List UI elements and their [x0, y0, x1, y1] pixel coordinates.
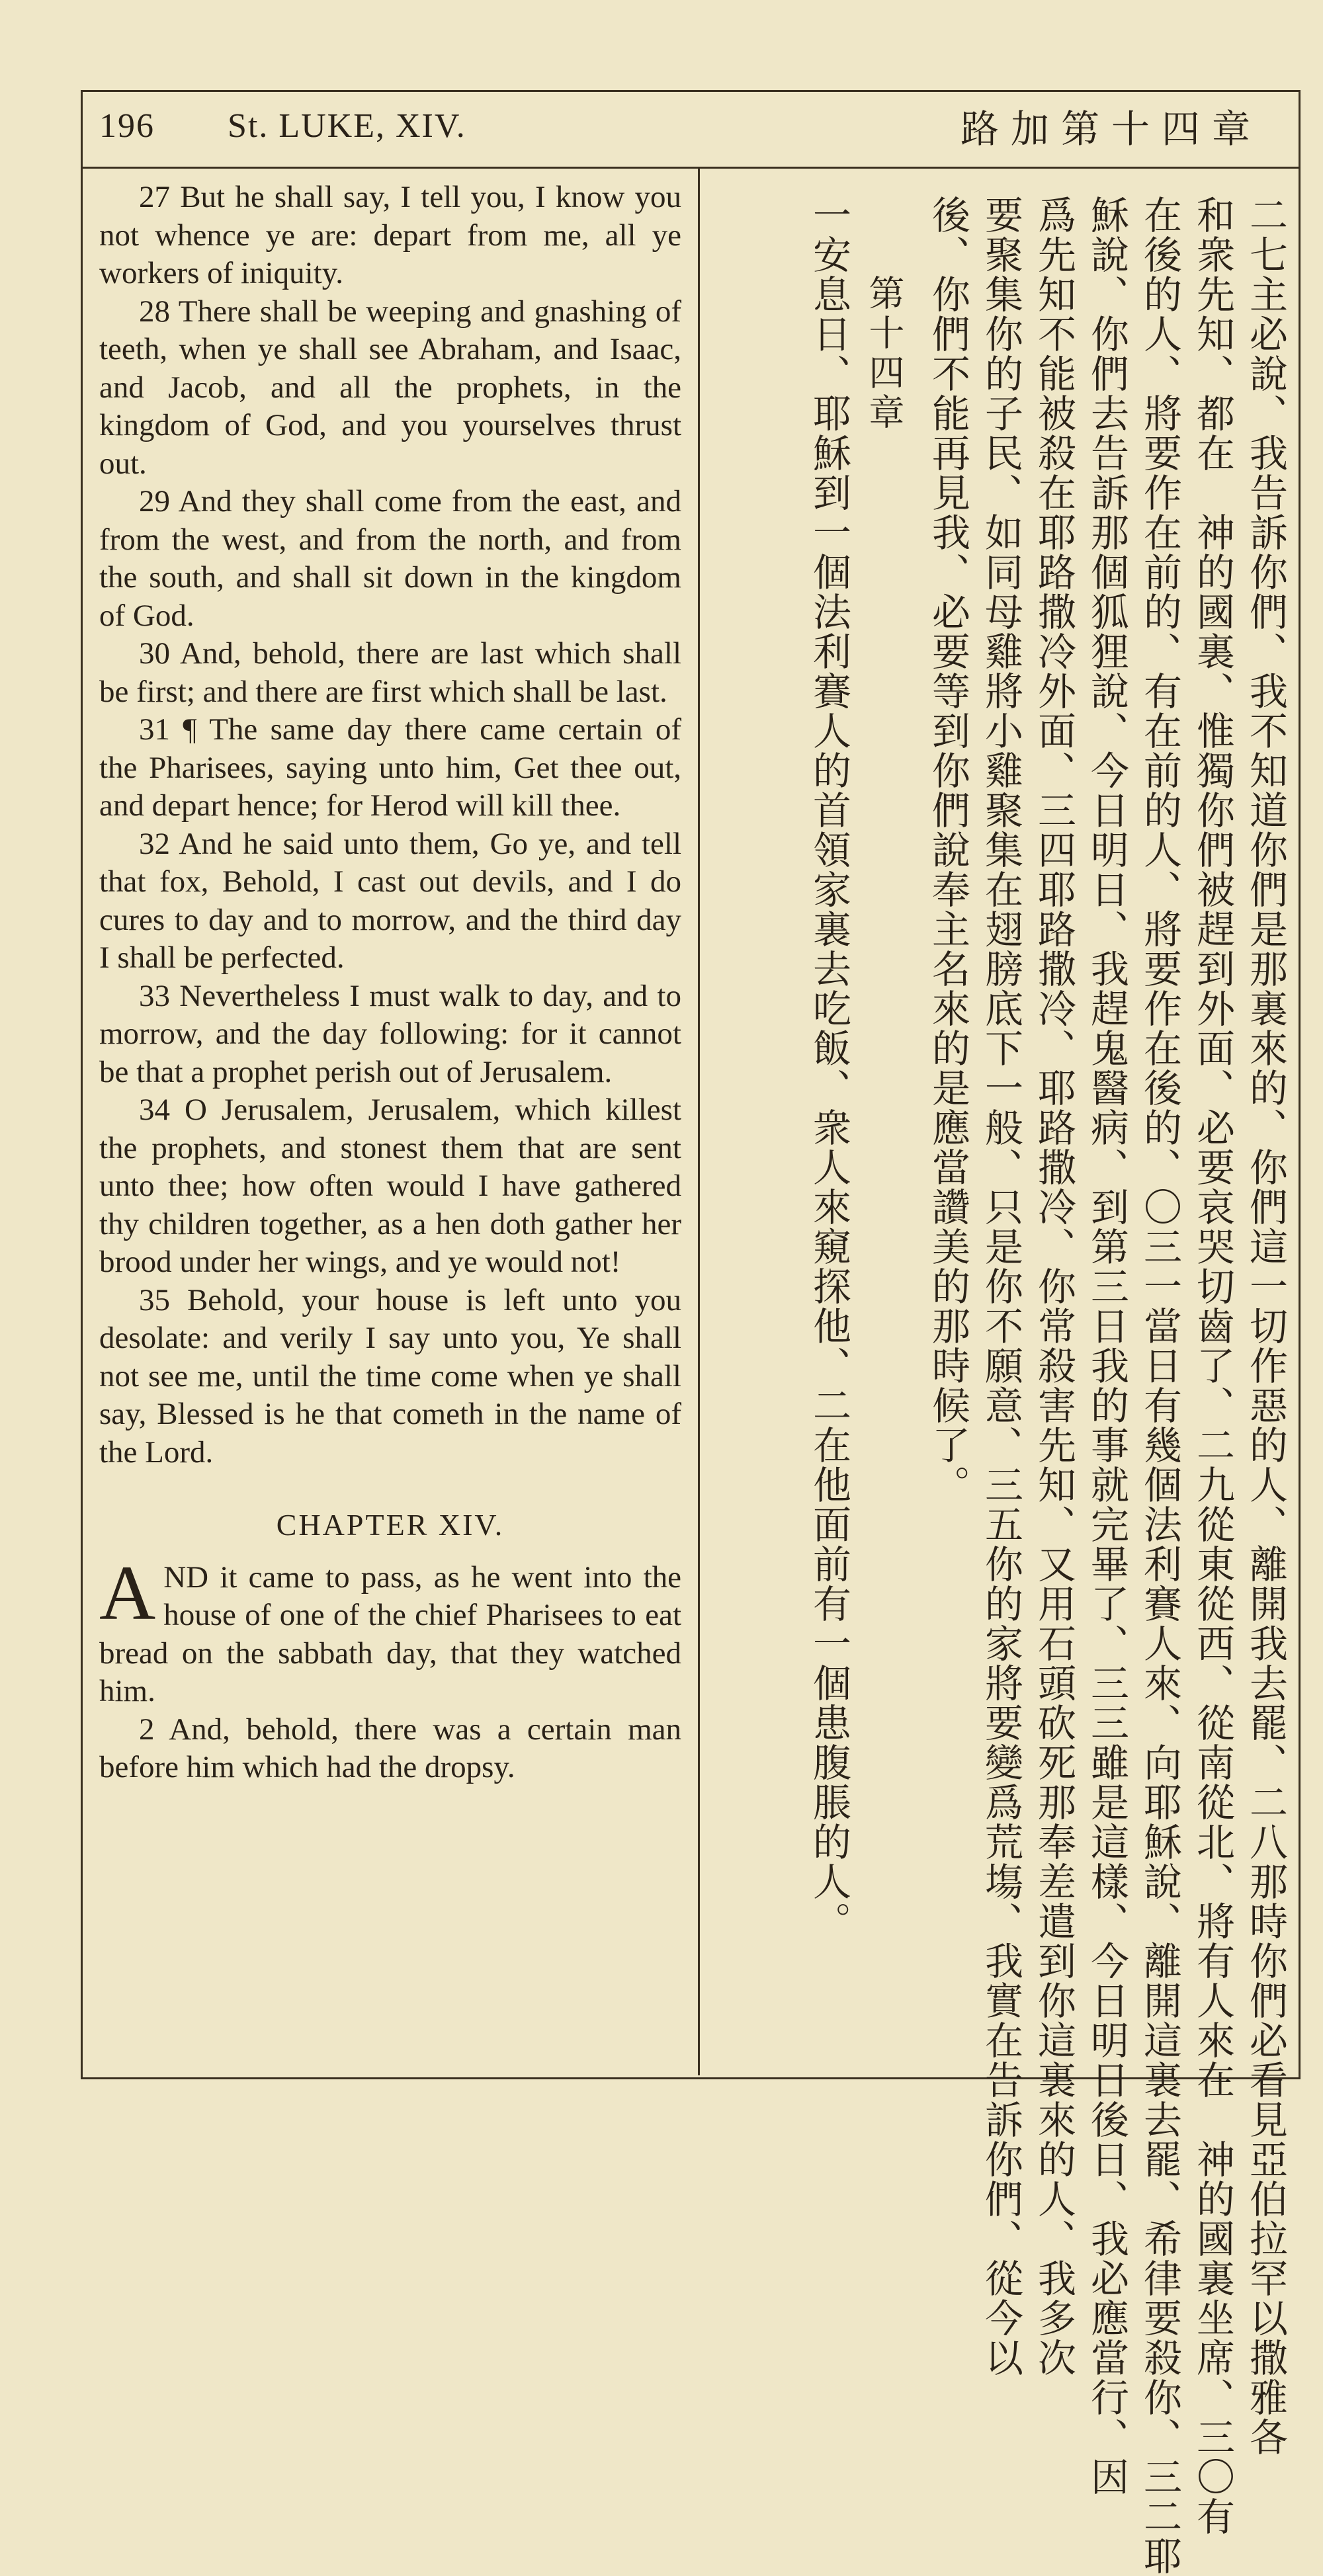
verse-30: 30 And, behold, there are last which shall be first; and there are first which shall be last.	[99, 636, 681, 709]
chinese-column-3: 在後的人、將要作在前的、有在前的人、將要作在後的、〇三一當日有幾個法利賽人來、向耶穌說、離開這裏去罷、希律要殺你、三二耶	[1137, 195, 1182, 2576]
page-number: 196	[99, 106, 155, 145]
chapter-14-verse-1	[99, 1549, 681, 1711]
chinese-column-1: 二七主必說、我告訴你們、我不知道你們是那裏來的、你們這一切作惡的人、離開我去罷、二八那時你們必看見亞伯拉罕以撒雅各	[1243, 195, 1288, 2457]
chinese-ch14-column-1: 一安息日、耶穌到一個法利賽人的首領家裏去吃飯、衆人來窺探他、二在他面前有一個患腹脹的人。	[806, 195, 851, 1941]
chapter-heading: CHAPTER XIV.	[276, 1508, 505, 1542]
verse-32: 32 And he said unto them, Go ye, and tell that fox, Behold, I cast out devils, and I do cures to day and to morrow, and the third day I shall be perfected.	[99, 826, 681, 975]
verse-34: 34 O Jerusalem, Jerusalem, which killest the prophets, and stonest them that are sent unto thee; how often would I have gathered thy children together, as a hen doth gather her brood under her wings, and ye would not!	[99, 1093, 681, 1279]
chinese-column-5: 爲先知不能被殺在耶路撒冷外面、三四耶路撒冷、耶路撒冷、你常殺害先知、又用石頭砍死那奉差遣到你這裏來的人、我多次	[1031, 195, 1076, 2378]
chinese-column-7: 後、你們不能再見我、必要等到你們說奉主名來的是應當讚美的那時候了。	[925, 195, 970, 1505]
chinese-column-6: 要聚集你的子民、如同母雞將小雞聚集在翅膀底下一般、只是你不願意、三五你的家將要變爲荒塲、我實在告訴你們、從今以	[978, 195, 1023, 2378]
chinese-column-4: 穌說、你們去告訴那個狐狸說、今日明日、我趕鬼醫病、到第三日我的事就完畢了、三三雖是這樣、今日明日後日、我必應當行、因	[1084, 195, 1129, 2497]
verse-33: 33 Nevertheless I must walk to day, and to morrow, and the day following: for it cannot be that a prophet perish out of Jerusalem.	[99, 978, 681, 1089]
running-header-right	[960, 99, 1262, 152]
verse-28: 28 There shall be weeping and gnashing of teeth, when ye shall see Abraham, and Isaac, and Jacob, and all the prophets, in the kingdom of God, and you yourselves thrust out.	[99, 294, 681, 481]
chinese-chapter-label: 第十四章	[863, 274, 905, 433]
chapter-14-verse-1-text: ND it came to pass, as he went into the house of one of the chief Pharisees to eat bread on the sabbath day, that they watched him.	[99, 1559, 681, 1708]
running-title-cn: 路加第十四章	[960, 106, 1262, 151]
chinese-column-2: 和衆先知、都在 神的國裏、惟獨你們被趕到外面、必要哀哭切齒了、二九從東從西、從南從北、將有人來在 神的國裏坐席、三〇有	[1190, 195, 1235, 2536]
verse-35: 35 Behold, your house is left unto you desolate: and verily I say unto you, Ye shall not see me, until the time come when ye shall say, Blessed is he that cometh in the name of the Lord.	[99, 1282, 681, 1470]
column-divider	[698, 169, 700, 2075]
chapter-14-verse-2: 2 And, behold, there was a certain man before him which had the dropsy.	[99, 1712, 681, 1784]
header-rule	[81, 167, 1299, 169]
verse-31: 31 ¶ The same day there came certain of the Pharisees, saying unto him, Get thee out, and depart hence; for Herod will kill thee.	[99, 712, 681, 823]
running-title-en: St. LUKE, XIV.	[228, 106, 466, 145]
verse-27: 27 But he shall say, I tell you, I know you not whence ye are: depart from me, all ye workers of iniquity.	[99, 180, 681, 290]
running-header-left	[99, 99, 466, 152]
drop-cap: A	[99, 1549, 156, 1636]
english-text-column	[99, 179, 681, 2044]
verse-29: 29 And they shall come from the east, and from the west, and from the north, and from the south, and shall sit down in the kingdom of God.	[99, 484, 681, 633]
chinese-text-column	[711, 175, 1288, 2576]
